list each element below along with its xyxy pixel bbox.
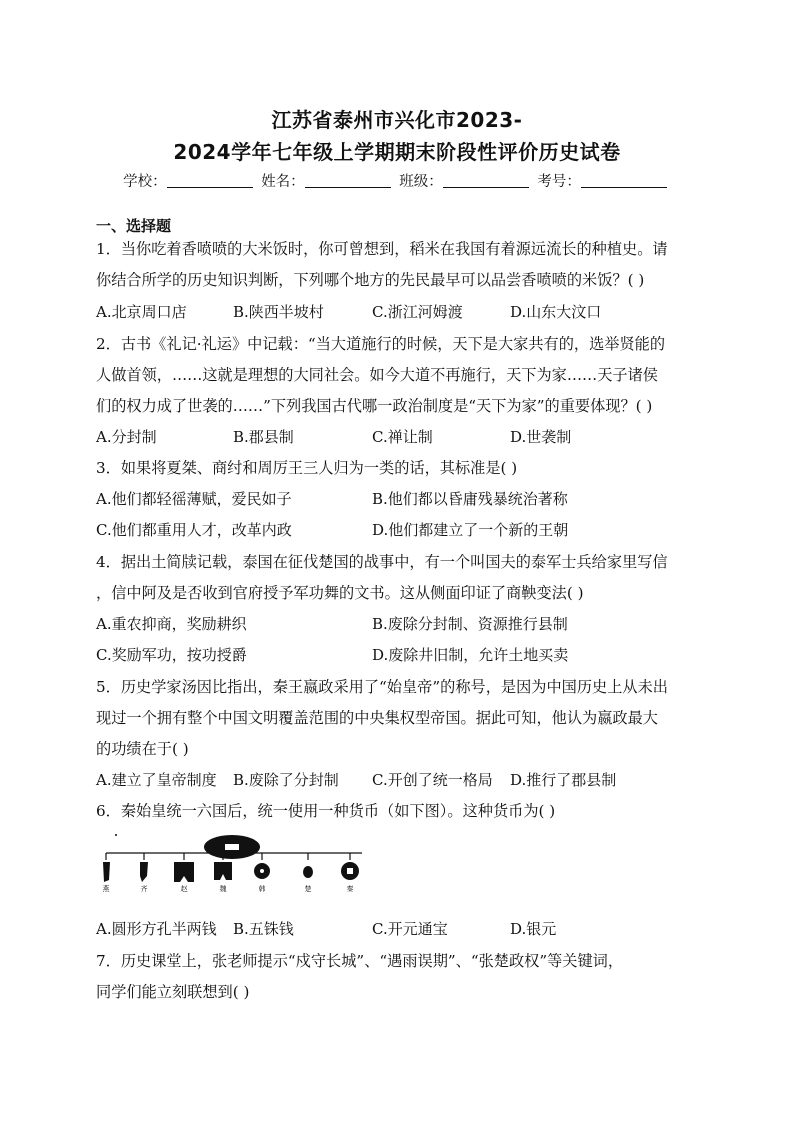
question-7-line-1: 7．历史课堂上，张老师提示“戍守长城”、“遇雨误期”、“张楚政权”等关键词， xyxy=(96,952,624,970)
exam-no-blank[interactable] xyxy=(581,173,667,188)
q2-option-a[interactable]: A.分封制 xyxy=(96,428,157,446)
exam-title-line2: 2024学年七年级上学期期末阶段性评价历史试卷 xyxy=(173,140,621,164)
question-2-line-3: 们的权力成了世袭的……”下列我国古代哪一政治制度是“天下为家”的重要体现？( ) xyxy=(96,397,653,415)
qi-knife-coin-icon xyxy=(140,862,148,882)
chu-antnose-coin-icon xyxy=(303,866,313,878)
name-label: 姓名： xyxy=(261,174,305,190)
question-4-line-2: ，信中阿及是否收到官府授予军功舞的文书。这从侧面印证了商鞅变法( ) xyxy=(96,584,584,602)
q1-option-a[interactable]: A.北京周口店 xyxy=(96,303,187,321)
q4-option-c[interactable]: C.奖励军功，按功授爵 xyxy=(96,646,247,664)
yan-knife-coin-icon xyxy=(103,862,110,882)
q6-option-a[interactable]: A.圆形方孔半两钱 xyxy=(96,920,217,938)
q3-option-d[interactable]: D.他们都建立了一个新的王朝 xyxy=(372,521,569,539)
question-4-line-1: 4．据出土简牍记载，泰国在征伐楚国的战事中，有一个叫国夫的泰军士兵给家里写信 xyxy=(96,553,668,571)
name-blank[interactable] xyxy=(305,173,391,188)
q5-option-a[interactable]: A.建立了皇帝制度 xyxy=(96,771,217,789)
q6-option-c[interactable]: C.开元通宝 xyxy=(372,920,448,938)
coin-label-wei: 魏 xyxy=(219,885,227,892)
question-7-line-2: 同学们能立刻联想到( ) xyxy=(96,983,250,1001)
question-1-line-1: 1．当你吃着香喷喷的大米饭时，你可曾想到，稻米在我国有着源远流长的种植史。请 xyxy=(96,240,668,258)
question-5-line-3: 的功绩在于( ) xyxy=(96,740,189,758)
q4-option-b[interactable]: B.废除分封制、资源推行县制 xyxy=(372,615,568,633)
wei-spade-coin-icon xyxy=(214,862,232,880)
exam-title-line1: 江苏省泰州市兴化市2023- xyxy=(271,108,523,132)
question-1-line-2: 你结合所学的历史知识判断，下列哪个地方的先民最早可以品尝香喷喷的米饭？( ) xyxy=(96,271,645,289)
question-2-line-1: 2．古书《礼记·礼运》中记载：“当大道施行的时候，天下是大家共有的，选举贤能的 xyxy=(96,335,666,353)
q2-option-b[interactable]: B.郡县制 xyxy=(233,428,294,446)
class-blank[interactable] xyxy=(443,173,529,188)
student-info-row xyxy=(0,170,794,191)
q1-option-d[interactable]: D.山东大汶口 xyxy=(510,303,602,321)
zhao-spade-coin-icon xyxy=(174,862,194,882)
question-3-line-1: 3．如果将夏桀、商纣和周厉王三人归为一类的话，其标准是( ) xyxy=(96,459,518,477)
coin-label-chu: 楚 xyxy=(304,885,312,892)
q5-option-c[interactable]: C.开创了统一格局 xyxy=(372,771,493,789)
q6-option-d[interactable]: D.银元 xyxy=(510,920,557,938)
q4-option-a[interactable]: A.重农抑商，奖励耕织 xyxy=(96,615,247,633)
q6-option-b[interactable]: B.五铢钱 xyxy=(233,920,294,938)
section-title: 一、选择题 xyxy=(96,217,172,235)
q1-option-b[interactable]: B.陕西半坡村 xyxy=(233,303,324,321)
question-5-line-2: 现过一个拥有整个中国文明覆盖范围的中央集权型帝国。据此可知，他认为嬴政最大 xyxy=(96,709,658,727)
exam-no-label: 考号： xyxy=(537,174,581,190)
q3-option-b[interactable]: B.他们都以昏庸残暴统治著称 xyxy=(372,490,568,508)
coin-label-zhao: 赵 xyxy=(180,885,188,892)
question-2-line-2: 人做首领，……这就是理想的大同社会。如今大道不再施行，天下为家……天子诸侯 xyxy=(96,366,658,384)
coin-label-yan: 燕 xyxy=(102,885,110,892)
coin-label-qi: 齐 xyxy=(140,885,148,892)
class-label: 班级： xyxy=(399,174,443,190)
q5-option-d[interactable]: D.推行了郡县制 xyxy=(510,771,617,789)
q2-option-d[interactable]: D.世袭制 xyxy=(510,428,572,446)
question-5-line-1: 5．历史学家汤因比指出，秦王嬴政采用了“始皇帝”的称号，是因为中国历史上从未出 xyxy=(96,678,668,696)
q3-option-c[interactable]: C.他们都重用人才，改革内政 xyxy=(96,521,292,539)
coin-label-han: 韩 xyxy=(258,885,266,892)
school-label: 学校： xyxy=(123,174,167,190)
question-6-line-1: 6．秦始皇统一六国后，统一使用一种货币（如下图）。这种货币为( ) xyxy=(96,802,556,820)
q3-option-a[interactable]: A.他们都轻徭薄赋，爱民如子 xyxy=(96,490,292,508)
coin-unification-figure xyxy=(100,832,380,892)
q2-option-c[interactable]: C.禅让制 xyxy=(372,428,433,446)
q5-option-b[interactable]: B.废除了分封制 xyxy=(233,771,339,789)
q4-option-d[interactable]: D.废除井旧制，允许土地买卖 xyxy=(372,646,569,664)
q1-option-c[interactable]: C.浙江河姆渡 xyxy=(372,303,463,321)
school-blank[interactable] xyxy=(167,173,253,188)
coin-label-qin: 秦 xyxy=(346,885,354,892)
